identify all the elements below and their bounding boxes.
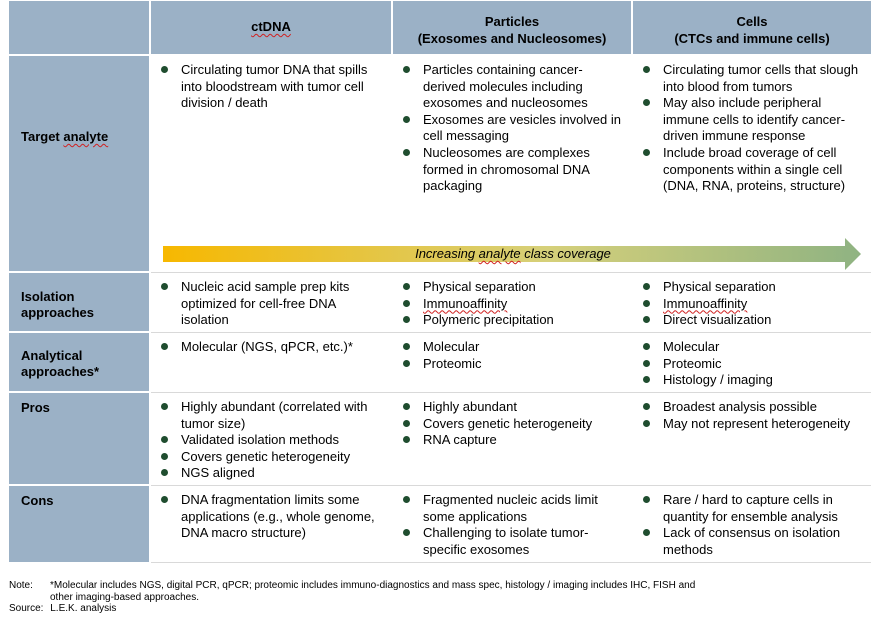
- bullet-dot-icon: [161, 436, 168, 443]
- bullet-item: [393, 145, 625, 195]
- bullet-item: [393, 312, 625, 329]
- bullet-text: May not represent heterogeneity: [663, 415, 851, 431]
- bullet-text: Broadest analysis possible: [663, 399, 817, 414]
- bullet-dot-icon: [161, 403, 168, 410]
- bullet-dot-icon: [403, 316, 410, 323]
- bullet-item: [393, 525, 625, 558]
- bullet-dot-icon: [643, 66, 650, 73]
- bullet-text: Rare / hard to capture cells in quantity for ensemble analysis: [663, 492, 838, 524]
- header-ctdna: [151, 1, 391, 54]
- note-line2: other imaging-based approaches.: [50, 591, 199, 603]
- bullet-dot-icon: [643, 360, 650, 367]
- bullet-dot-icon: [643, 283, 650, 290]
- bullet-item: [633, 296, 865, 313]
- bullet-item: [151, 492, 383, 542]
- bullet-item: [151, 399, 383, 432]
- bullet-text: Physical separation: [423, 279, 536, 294]
- bullet-dot-icon: [643, 343, 650, 350]
- footer-note: [9, 580, 869, 615]
- row-divider: [151, 485, 871, 486]
- cell-isolation-particles: [393, 279, 625, 329]
- bullet-dot-icon: [403, 436, 410, 443]
- bullet-text: Circulating tumor cells that slough into blood from tumors: [663, 62, 859, 94]
- row-divider: [151, 392, 871, 393]
- bullet-dot-icon: [403, 360, 410, 367]
- bullet-item: [151, 62, 391, 112]
- bullet-item: [151, 279, 383, 329]
- bullet-text: Include broad coverage of cell components within a single cell (DNA, RNA, proteins, structure): [663, 144, 846, 194]
- bullet-text: Proteomic: [423, 355, 482, 371]
- coverage-arrow-label: Increasing analyte class coverage: [415, 246, 611, 261]
- bullet-text: May also include peripheral immune cells to identify cancer-driven immune response: [663, 95, 846, 144]
- cell-pros-cells: [633, 399, 865, 432]
- cell-target-cells: [633, 62, 865, 195]
- bullet-text: Nucleosomes are complexes formed in chromosomal DNA packaging: [423, 144, 590, 194]
- bullet-dot-icon: [643, 420, 650, 427]
- bullet-dot-icon: [403, 529, 410, 536]
- bullet-item: [633, 279, 865, 296]
- header-cells: [633, 1, 871, 54]
- bullet-item: [393, 432, 625, 449]
- cell-target-ctdna: [151, 62, 391, 112]
- bullet-dot-icon: [643, 529, 650, 536]
- bullet-dot-icon: [161, 453, 168, 460]
- bullet-dot-icon: [161, 469, 168, 476]
- bullet-dot-icon: [403, 496, 410, 503]
- bullet-item: [633, 356, 865, 373]
- header-corner: [9, 1, 149, 54]
- header-cells-line2: (CTCs and immune cells): [674, 31, 830, 46]
- bullet-dot-icon: [403, 343, 410, 350]
- source-label: Source:: [9, 603, 44, 614]
- cell-target-particles: [393, 62, 625, 195]
- note-line1: *Molecular includes NGS, digital PCR, qPCR; proteomic includes immuno-diagnostics and mass spec, histology / imaging includes IHC, FISH and: [50, 580, 696, 591]
- bullet-dot-icon: [403, 116, 410, 123]
- bullet-text: Direct visualization: [663, 312, 772, 328]
- bullet-dot-icon: [403, 66, 410, 73]
- bullet-text: Covers genetic heterogeneity: [423, 415, 593, 431]
- bullet-dot-icon: [161, 496, 168, 503]
- cell-isolation-ctdna: [151, 279, 383, 329]
- bullet-item: [393, 112, 625, 145]
- bullet-text: Molecular: [663, 339, 720, 354]
- bullet-text: DNA fragmentation limits some applications (e.g., whole genome, DNA macro structure): [181, 492, 375, 541]
- bullet-item: [393, 339, 625, 356]
- bullet-text: Immunoaffinity: [663, 295, 748, 311]
- bullet-dot-icon: [161, 66, 168, 73]
- bullet-text: Nucleic acid sample prep kits optimized for cell-free DNA isolation: [181, 279, 350, 328]
- header-particles-line2: (Exosomes and Nucleosomes): [417, 31, 607, 46]
- cell-analytical-cells: [633, 339, 865, 389]
- bullet-text: Covers genetic heterogeneity: [181, 448, 351, 464]
- cell-analytical-particles: [393, 339, 625, 372]
- bullet-item: [633, 62, 865, 95]
- bullet-text: Immunoaffinity: [423, 295, 508, 311]
- bullet-item: [151, 465, 383, 482]
- cell-pros-particles: [393, 399, 625, 449]
- source-text: L.E.K. analysis: [50, 603, 117, 614]
- bullet-text: Molecular (NGS, qPCR, etc.)*: [181, 339, 353, 354]
- cell-isolation-cells: [633, 279, 865, 329]
- row-label-target: Target analyte: [9, 56, 149, 271]
- bullet-dot-icon: [643, 149, 650, 156]
- bullet-dot-icon: [403, 283, 410, 290]
- bullet-text: Highly abundant (correlated with tumor size): [181, 399, 368, 431]
- bullet-item: [633, 416, 865, 433]
- bullet-item: [633, 399, 865, 416]
- row-label-cons: Cons: [9, 486, 149, 562]
- bullet-dot-icon: [161, 283, 168, 290]
- bullet-item: [633, 95, 865, 145]
- bullet-dot-icon: [403, 420, 410, 427]
- header-ctdna-label: ctDNA: [251, 19, 291, 34]
- bullet-dot-icon: [403, 149, 410, 156]
- cell-analytical-ctdna: [151, 339, 383, 356]
- row-label-pros: Pros: [9, 393, 149, 484]
- cell-cons-cells: [633, 492, 865, 558]
- row-divider: [151, 332, 871, 333]
- bullet-dot-icon: [403, 300, 410, 307]
- bullet-dot-icon: [643, 99, 650, 106]
- bullet-text: Histology / imaging: [663, 372, 773, 388]
- bullet-dot-icon: [161, 343, 168, 350]
- row-label-analytical: Analytical approaches*: [9, 333, 149, 391]
- bullet-item: [393, 399, 625, 416]
- bullet-text: Highly abundant: [423, 399, 517, 414]
- bullet-text: Lack of consensus on isolation methods: [663, 525, 841, 557]
- bullet-text: Validated isolation methods: [181, 432, 340, 448]
- row-divider: [151, 272, 871, 273]
- bullet-item: [633, 525, 865, 558]
- bullet-item: [151, 449, 383, 466]
- bullet-item: [633, 339, 865, 356]
- bullet-item: [393, 356, 625, 373]
- bullet-item: [393, 296, 625, 313]
- bullet-item: [633, 145, 865, 195]
- bullet-item: [633, 492, 865, 525]
- cell-cons-particles: [393, 492, 625, 558]
- header-particles: [393, 1, 631, 54]
- cell-pros-ctdna: [151, 399, 383, 482]
- bullet-item: [393, 492, 625, 525]
- bullet-text: RNA capture: [423, 432, 497, 448]
- bullet-dot-icon: [403, 403, 410, 410]
- header-particles-line1: Particles: [484, 14, 540, 29]
- bullet-item: [151, 339, 383, 356]
- bullet-item: [633, 312, 865, 329]
- bullet-dot-icon: [643, 403, 650, 410]
- bullet-text: Exosomes are vesicles involved in cell messaging: [423, 111, 621, 144]
- bullet-text: Proteomic: [663, 355, 722, 371]
- header-cells-line1: Cells: [736, 14, 768, 29]
- bullet-dot-icon: [643, 496, 650, 503]
- bullet-item: [393, 279, 625, 296]
- bullet-text: Molecular: [423, 339, 480, 354]
- bullet-dot-icon: [643, 376, 650, 383]
- bullet-item: [393, 416, 625, 433]
- bullet-text: Challenging to isolate tumor-specific exosomes: [423, 525, 589, 557]
- bullet-text: Circulating tumor DNA that spills into bloodstream with tumor cell division / death: [181, 62, 368, 111]
- bullet-dot-icon: [643, 316, 650, 323]
- bullet-text: Particles containing cancer-derived molecules including exosomes and nucleosomes: [423, 62, 588, 111]
- cell-cons-ctdna: [151, 492, 383, 542]
- bullet-text: Fragmented nucleic acids limit some applications: [423, 492, 598, 524]
- bullet-dot-icon: [643, 300, 650, 307]
- bullet-text: Polymeric precipitation: [423, 312, 554, 328]
- bullet-item: [151, 432, 383, 449]
- row-label-target-word: analyte: [63, 129, 109, 144]
- note-label: Note:: [9, 580, 33, 591]
- bullet-item: [633, 372, 865, 389]
- row-divider: [151, 562, 871, 563]
- coverage-arrow: [163, 238, 863, 270]
- row-label-isolation: Isolation approaches: [9, 273, 149, 331]
- bullet-item: [393, 62, 625, 112]
- bullet-text: NGS aligned: [181, 465, 255, 481]
- bullet-text: Physical separation: [663, 279, 776, 294]
